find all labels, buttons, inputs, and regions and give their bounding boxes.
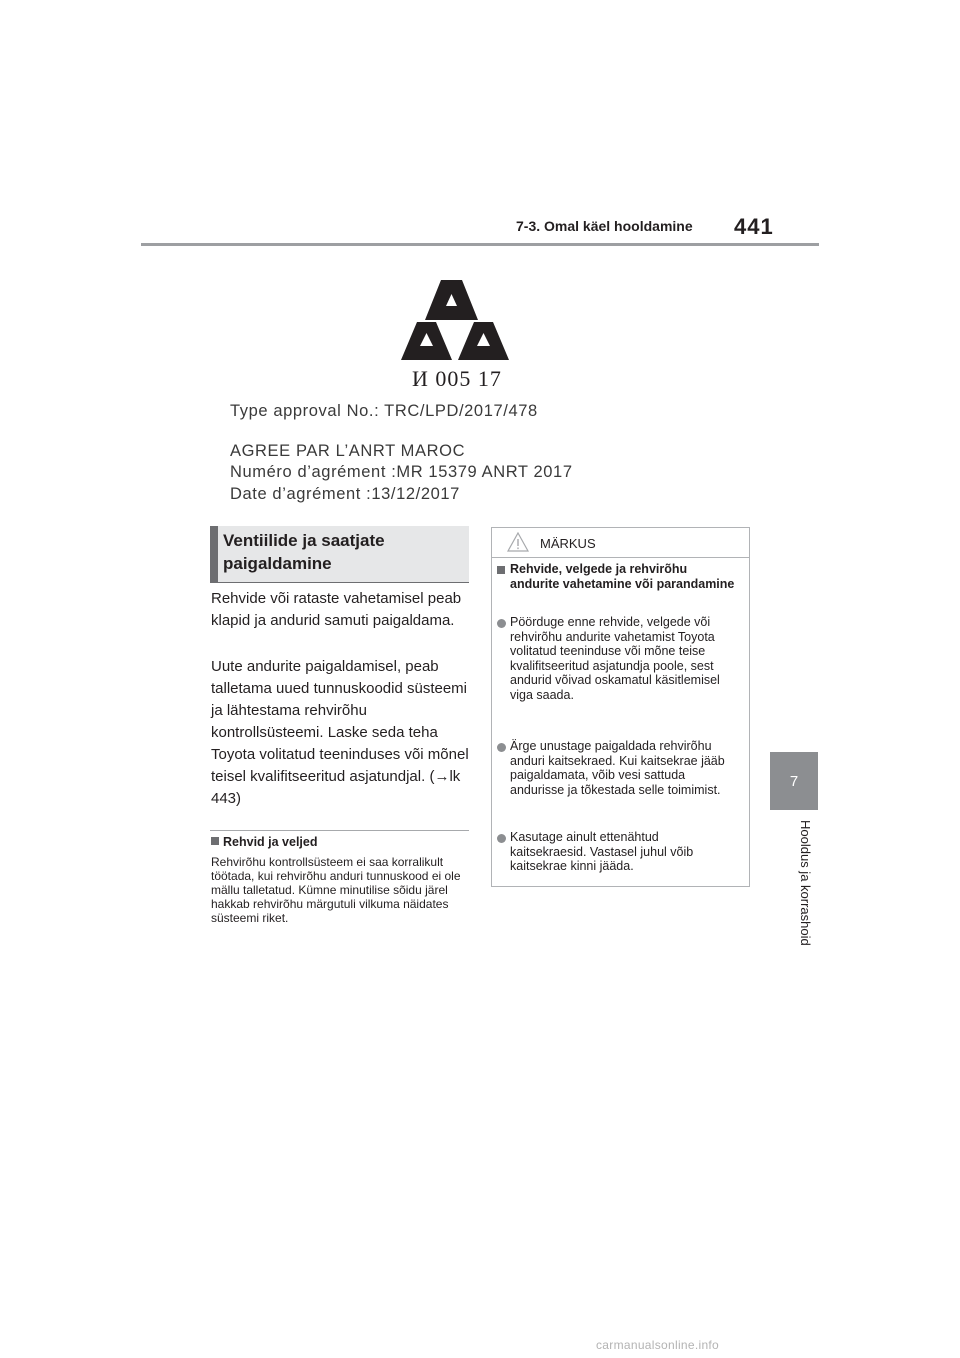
round-bullet-icon: [497, 832, 506, 847]
notice-header: [492, 528, 749, 558]
section-heading-line1: Ventiilide ja saatjate: [223, 531, 385, 550]
notice-box: [491, 527, 750, 887]
subsection-heading-text: Rehvid ja veljed: [223, 835, 318, 849]
page-number: 441: [734, 214, 774, 239]
arrow-icon: →: [434, 768, 450, 785]
subsection-heading: [211, 835, 317, 849]
paragraph-2-text: Uute andurite paigaldamisel, peab talletama uued tunnuskoodid süsteemi ja lähtestama rehvirõhu kontrollsüsteemi. Laske seda teha Toyota volitatud teeninduses või mõnel teisel kvalifitseeritud asjatundjal. (: [211, 658, 469, 785]
header-rule: [141, 243, 819, 246]
body-paragraph-2: [211, 656, 471, 810]
chapter-tab: [770, 752, 818, 810]
notice-subheading: [497, 562, 737, 591]
subsection-rule: [210, 830, 469, 831]
notice-title: MÄRKUS: [540, 536, 596, 551]
round-bullet-icon: [497, 617, 506, 632]
approval-triangles-logo: [400, 276, 510, 364]
notice-bullet-text: Kasutage ainult ettenähtud kaitsekraesid. Vastasel juhul võib kaitsekrae kinni jääda.: [510, 830, 694, 873]
section-title: 7-3. Omal käel hooldamine: [516, 218, 693, 234]
chapter-number: 7: [789, 772, 799, 790]
agreement-date-line: Date d’agrément :13/12/2017: [230, 485, 460, 503]
type-approval-line: Type approval No.: TRC/LPD/2017/478: [230, 402, 538, 420]
square-bullet-icon: [211, 837, 219, 845]
warning-triangle-icon: [507, 532, 529, 552]
notice-subheading-text: Rehvide, velgede ja rehvirõhu andurite vahetamine või parandamine: [510, 562, 735, 591]
footer-watermark: carmanualsonline.info: [596, 1338, 720, 1352]
agree-line: AGREE PAR L’ANRT MAROC: [230, 442, 466, 460]
agreement-number-line: Numéro d’agrément :MR 15379 ANRT 2017: [230, 463, 573, 481]
square-bullet-icon: [497, 564, 505, 579]
notice-bullet-2: [497, 739, 737, 797]
section-heading: [223, 529, 463, 575]
round-bullet-icon: [497, 741, 506, 756]
notice-bullet-3: [497, 830, 737, 874]
chapter-label-vertical: [798, 820, 817, 970]
subsection-paragraph: Rehvirõhu kontrollsüsteem ei saa korralikult töötada, kui rehvirõhu anduri tunnuskood ei ole mällu talletatud. Kümne minutilise sõidu järel hakkab rehvirõhu märgutuli vilkuma näidates süsteemi riket.: [211, 855, 461, 925]
body-paragraph-1: Rehvide või rataste vahetamisel peab klapid ja andurid samuti paigaldama.: [211, 590, 462, 629]
notice-bullet-1: [497, 615, 737, 702]
section-heading-line2: paigaldamine: [223, 554, 332, 573]
approval-code: И 005 17: [412, 366, 502, 391]
notice-bullet-text: Ärge unustage paigaldada rehvirõhu anduri kaitsekraed. Kui kaitsekrae jääb paigaldamata, võib vesi sattuda andurisse ja tõkestada selle toimimist.: [510, 739, 725, 797]
section-heading-bar: [210, 526, 218, 582]
section-heading-box: [210, 526, 469, 583]
notice-bullet-text: Pöörduge enne rehvide, velgede või rehvirõhu andurite vahetamist Toyota volitatud teeninduse või mõne teise kvalifitseeritud asjatundja poole, sest andurid võivad oskamatul käsitlemisel viga saada.: [510, 615, 720, 702]
chapter-label: Hooldus ja korrashoid: [798, 820, 813, 946]
page-reference-link[interactable]: lk 443): [211, 768, 461, 807]
